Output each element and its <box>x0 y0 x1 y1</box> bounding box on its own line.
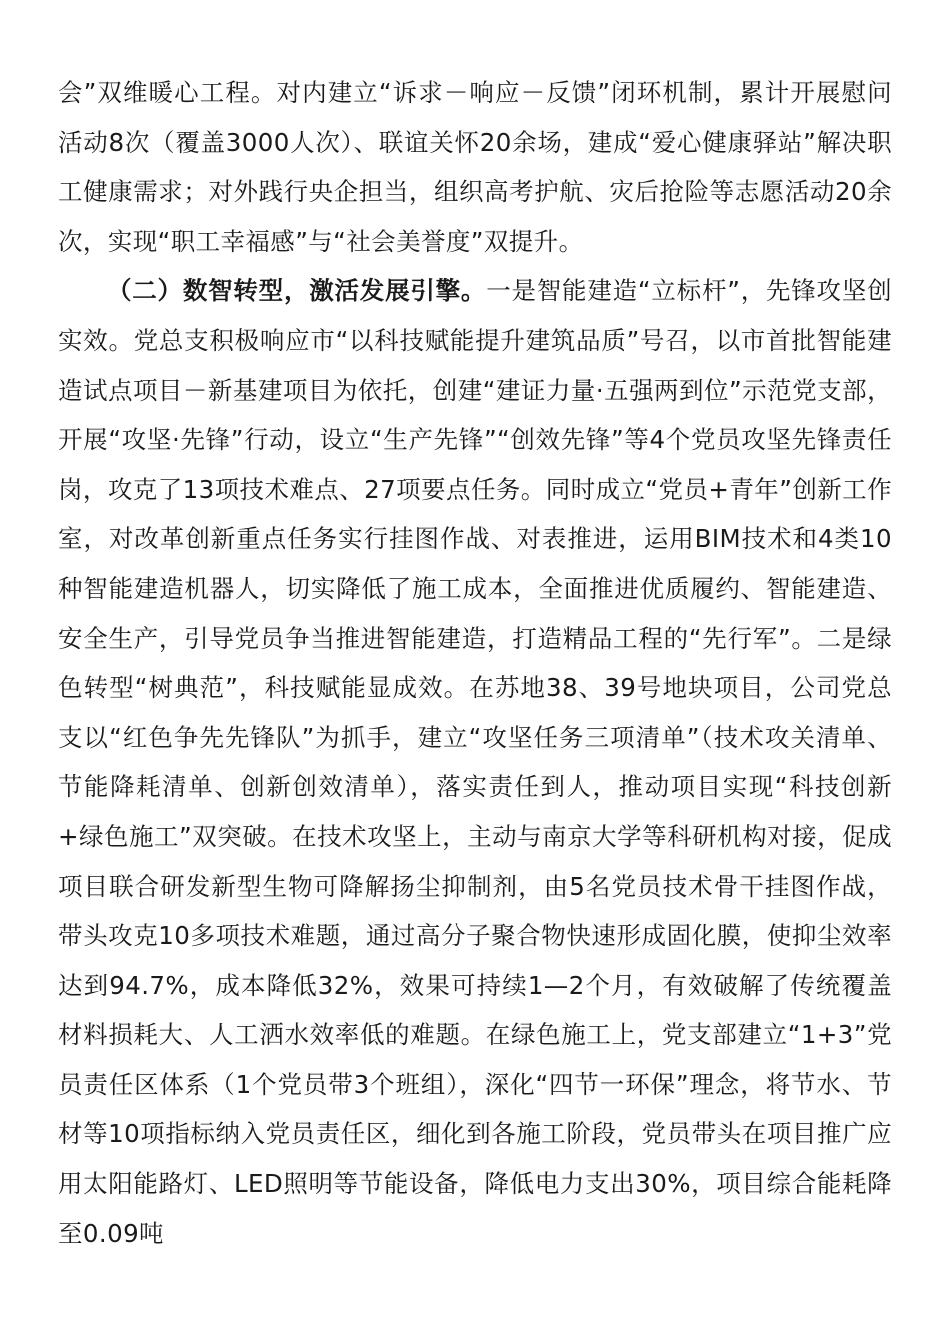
paragraph-text: 一是智能建造“立标杆”，先锋攻坚创实效。党总支积极响应市“以科技赋能提升建筑品质”号召，以市首批智能建造试点项目－新基建项目为依托，创建“建证力量·五强两到位”示范党支部，开展“攻坚·先锋”行动，设立“生产先锋”“创效先锋”等4个党员攻坚先锋责任岗，攻克了13项技术难点、27项要点任务。同时成立“党员+青年”创新工作室，对改革创新重点任务实行挂图作战、对表推进，运用BIM技术和4类10种智能建造机器人，切实降低了施工成本，全面推进优质履约、智能建造、安全生产，引导党员争当推进智能建造，打造精品工程的“先行军”。二是绿色转型“树典范”，科技赋能显成效。在苏地38、39号地块项目，公司党总支以“红色争先先锋队”为抓手，建立“攻坚任务三项清单”（技术攻关清单、节能降耗清单、创新创效清单），落实责任到人，推动项目实现“科技创新+绿色施工”双突破。在技术攻坚上，主动与南京大学等科研机构对接，促成项目联合研发新型生物可降解扬尘抑制剂，由5名党员技术骨干挂图作战，带头攻克10多项技术难题，通过高分子聚合物快速形成固化膜，使抑尘效率达到94.7%，成本降低32%，效果可持续1—2个月，有效破解了传统覆盖材料损耗大、人工洒水效率低的难题。在绿色施工上，党支部建立“1+3”党员责任区体系（1个党员带3个班组），深化“四节一环保”理念，将节水、节材等10项指标纳入党员责任区，细化到各施工阶段，党员带头在项目推广应用太阳能路灯、LED照明等节能设备，降低电力支出30%，项目综合能耗降至0.09吨 <box>58 276 892 1248</box>
document-page <box>58 68 892 1258</box>
paragraph-continued <box>58 68 892 266</box>
section-heading: （二）数智转型，激活发展引擎。 <box>107 276 487 306</box>
paragraph-text: 会”双维暖心工程。对内建立“诉求－响应－反馈”闭环机制，累计开展慰问活动8次（覆盖3000人次）、联谊关怀20余场，建成“爱心健康驿站”解决职工健康需求；对外践行央企担当，组织高考护航、灾后抢险等志愿活动20余次，实现“职工幸福感”与“社会美誉度”双提升。 <box>58 78 892 256</box>
paragraph-section-two <box>58 266 892 1258</box>
